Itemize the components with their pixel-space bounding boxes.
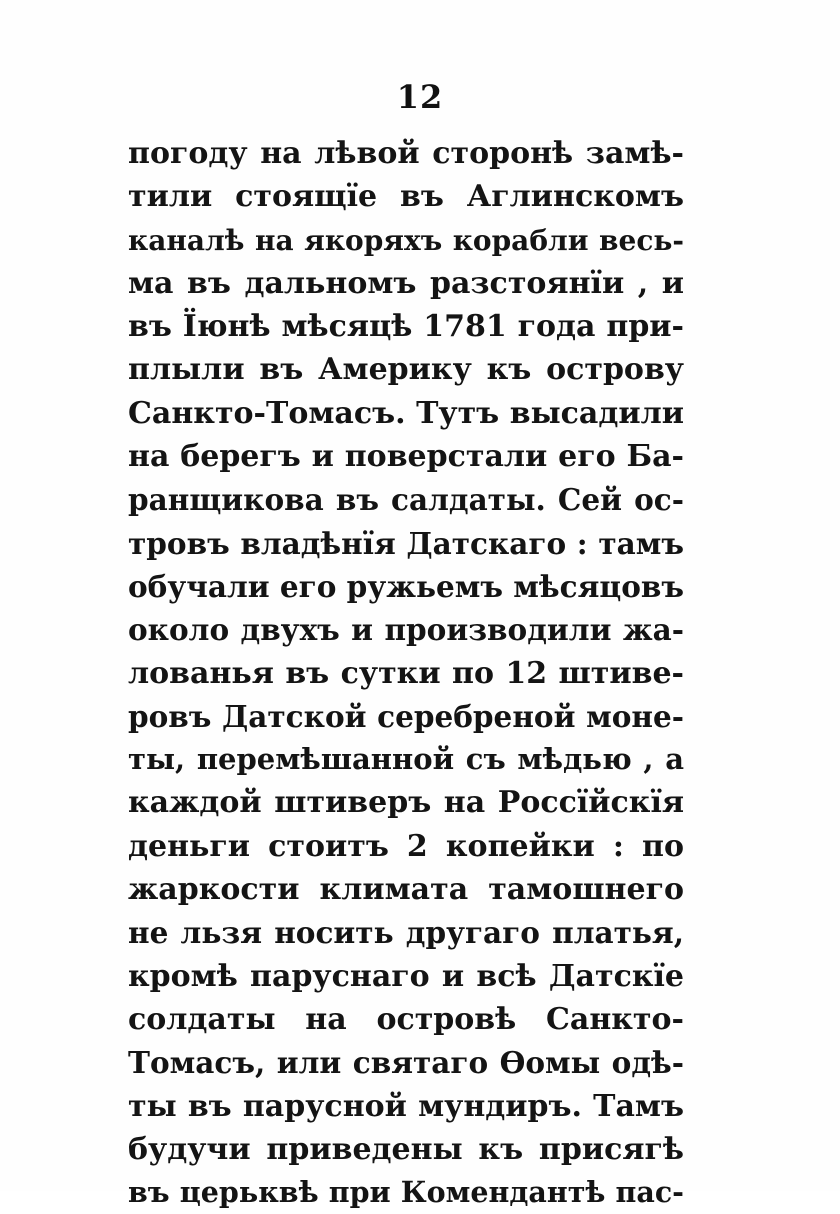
text-line: въ церьквѣ при Комендантѣ пас- (128, 1175, 684, 1210)
text-line: около двухъ и производили жа- (128, 612, 684, 648)
text-line: каждой штиверъ на Россїйскїя (128, 785, 684, 821)
text-line: Томасъ, или святаго Ѳомы одѣ- (128, 1045, 684, 1081)
text-line: деньги стоитъ 2 копейки : по (128, 828, 684, 864)
text-line: обучали его ружьемъ мѣсяцовъ (128, 568, 684, 604)
text-line: каналѣ на якоряхъ корабли весь- (128, 223, 684, 257)
text-line: ранщикова въ салдаты. Сей ос- (128, 482, 684, 518)
text-line: лованья въ сутки по 12 штиве- (128, 655, 684, 691)
text-line: въ Їюнѣ мѣсяцѣ 1781 года при- (128, 309, 684, 345)
text-line: ты въ парусной мундиръ. Тамъ (128, 1088, 684, 1124)
text-line: не льзя носить другаго платья, (128, 915, 684, 951)
text-line: жаркости климата тамошнего (128, 872, 684, 908)
text-line: погоду на лѣвой сторонѣ замѣ- (128, 136, 684, 171)
text-line: ты, перемѣшанной съ мѣдью , а (128, 742, 684, 777)
text-line: тровъ владѣнїя Датскаго : тамъ (128, 525, 684, 561)
text-line: тили стоящїе въ Аглинскомъ (128, 179, 684, 215)
body-text (128, 132, 684, 1214)
text-line: плыли въ Америку къ острову (128, 352, 684, 388)
text-line: ровъ Датской серебреной моне- (128, 698, 684, 734)
text-line: будучи приведены къ присягѣ (128, 1131, 684, 1167)
text-line: Санкто-Томасъ. Тутъ высадили (128, 395, 684, 431)
text-line: солдаты на островѣ Санкто- (128, 1001, 684, 1037)
text-line: ма въ дальномъ разстоянїи , и (128, 265, 684, 301)
text-line: на берегъ и поверстали его Ба- (128, 439, 684, 475)
text-line: кромѣ паруснаго и всѣ Датскїе (128, 958, 684, 994)
page-number: 12 (396, 78, 444, 116)
